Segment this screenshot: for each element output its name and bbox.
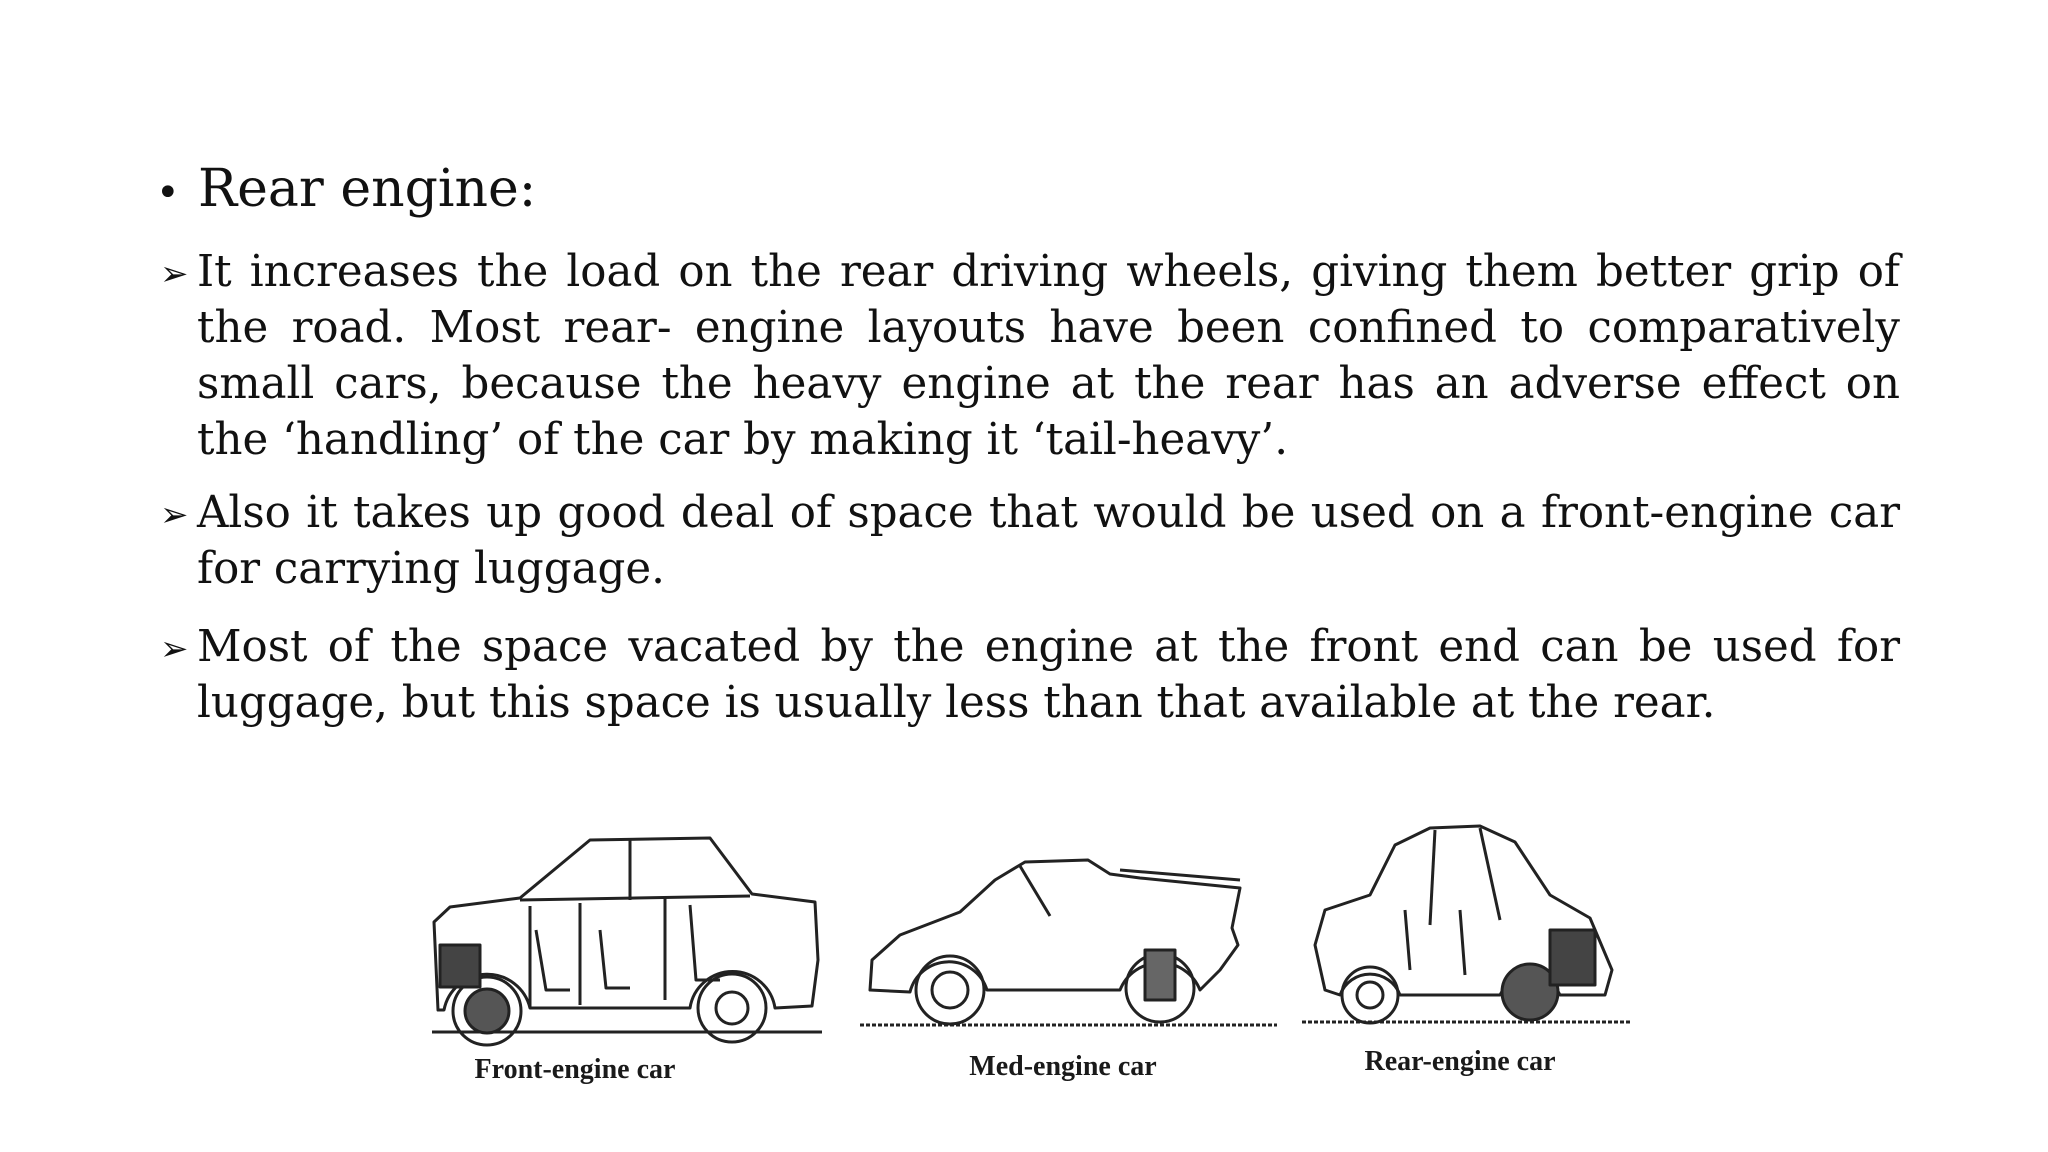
mid-engine-car-illustration [860, 860, 1277, 1025]
arrow-bullet-icon: ➢ [160, 254, 189, 294]
front-engine-car-illustration [432, 838, 822, 1045]
caption-rear-engine: Rear-engine car [1364, 1046, 1556, 1077]
engine-layout-figure [420, 810, 1650, 1110]
bullet-point-text: It increases the load on the rear driving wheels, giving them better grip of the road. Most rear- engine layouts have been confined to comparatively small cars, because the heavy engine at the rear has an adverse effect on the ‘handling’ of the car by making it ‘tail-heavy’. [197, 247, 1900, 465]
bullet-point-3 [160, 619, 1900, 731]
heading-text: Rear engine: [198, 159, 537, 219]
bullet-point-text: Most of the space vacated by the engine at the front end can be used for luggage, but this space is usually less than that available at the rear. [197, 622, 1900, 728]
slide-heading [156, 158, 536, 224]
bullet-point-1 [160, 244, 1900, 468]
caption-front-engine: Front-engine car [474, 1054, 676, 1085]
caption-mid-engine: Med-engine car [969, 1051, 1157, 1082]
rear-engine-car-illustration [1302, 826, 1630, 1023]
bullet-point-text: Also it takes up good deal of space that would be used on a front-engine car for carrying luggage. [197, 488, 1900, 594]
arrow-bullet-icon: ➢ [160, 495, 189, 535]
arrow-bullet-icon: ➢ [160, 629, 189, 669]
bullet-point-2 [160, 485, 1900, 597]
bullet-icon: • [156, 170, 180, 216]
